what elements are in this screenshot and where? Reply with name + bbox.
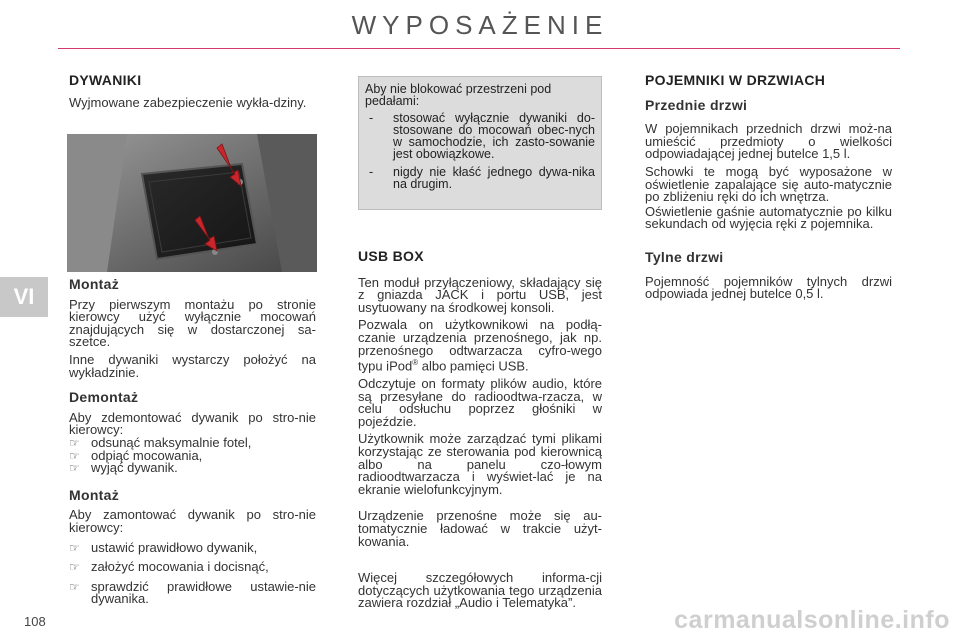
note-list bbox=[365, 112, 595, 191]
demontaz-list bbox=[69, 434, 316, 476]
demontaz-intro: Aby zdemontować dywanik po stro-nie kierowcy: bbox=[69, 409, 316, 438]
floor-mat-photo bbox=[67, 134, 317, 272]
usb-paragraph-5: Urządzenie przenośne może się au-tomatycznie ładować w trakcie użyt-kowania. bbox=[358, 508, 602, 549]
section-heading-pojemniki: POJEMNIKI W DRZWIACH bbox=[645, 72, 826, 88]
front-doors-paragraph-3: Oświetlenie gaśnie automatycznie po kilku sekundach od wyjęcia ręki z pojemnika. bbox=[645, 203, 892, 232]
rear-doors-paragraph: Pojemność pojemników tylnych drzwi odpowiada jednej butelce 0,5 l. bbox=[645, 273, 892, 302]
section-heading-usb-box: USB BOX bbox=[358, 248, 424, 264]
chapter-tab: VI bbox=[0, 277, 48, 317]
montaz-list bbox=[69, 539, 316, 607]
left-column-lower bbox=[69, 278, 316, 606]
usb-paragraph-3: Odczytuje on formaty plików audio, które są przesyłane do radioodtwa-rzacza, w celu odsłuchu poprzez głośniki w pojeździe. bbox=[358, 376, 602, 429]
page-number: 108 bbox=[24, 614, 46, 629]
dash-bullet: - bbox=[369, 164, 374, 179]
montaz-paragraph-1: Przy pierwszym montażu po stronie kierowcy użyć wyłącznie mocowań znajdujących się w dostarczonej sa-szetce. bbox=[69, 296, 316, 350]
montaz-heading-2: Montaż bbox=[69, 486, 120, 503]
list-item: - nigdy nie kłaść jednego dywa-nika na drugim. bbox=[369, 164, 595, 192]
watermark: carmanualsonline.info bbox=[674, 606, 950, 634]
usb-paragraph-2: Pozwala on użytkownikowi na podłą-czanie urządzenia przenośnego, jak np. przenośnego odtwarzacza cyfro-wego typu iPod® albo pamięci USB. bbox=[358, 317, 602, 374]
list-item: ☞ ustawić prawidłowo dywanik, bbox=[69, 539, 258, 555]
montaz-paragraph-2: Inne dywaniki wystarczy położyć na wykładzinie. bbox=[69, 351, 316, 380]
hand-pointer-icon: ☞ bbox=[69, 448, 80, 463]
usb-paragraph-6: Więcej szczegółowych informa-cji dotyczących użytkowania tego urządzenia zawiera rozdział „Audio i Telematyka”. bbox=[358, 570, 602, 611]
hand-pointer-icon: ☞ bbox=[69, 560, 80, 575]
front-doors-paragraph-2: Schowki te mogą być wyposażone w oświetlenie zapalające się auto-matycznie po zbliżeniu ręki do ich wnętrza. bbox=[645, 163, 892, 205]
demontaz-heading: Demontaż bbox=[69, 389, 139, 406]
list-item: ☞ założyć mocowania i docisnąć, bbox=[69, 559, 269, 575]
title-divider bbox=[58, 48, 900, 49]
hand-pointer-icon: ☞ bbox=[69, 435, 80, 450]
montaz-intro-2: Aby zamontować dywanik po stro-nie kierowcy: bbox=[69, 507, 316, 535]
right-column bbox=[645, 74, 892, 306]
warning-note-box bbox=[358, 76, 602, 210]
section-heading-dywaniki: DYWANIKI bbox=[69, 72, 142, 88]
hand-pointer-icon: ☞ bbox=[69, 461, 80, 476]
montaz-heading: Montaż bbox=[69, 276, 120, 292]
usb-paragraph-4: Użytkownik może zarządzać tymi plikami korzystając ze sterowania pod kierownicą albo na panelu czo-łowym radioodtwarzacza i wyświet-lać je na ekranie wielofunkcyjnym. bbox=[358, 431, 602, 497]
list-item: - stosować wyłącznie dywaniki do-stosowane do mocowań obec-nych w samochodzie, ich zasto-sowanie jest obowiązkowe. bbox=[369, 110, 595, 162]
middle-column bbox=[358, 250, 602, 615]
usb-paragraph-1: Ten moduł przyłączeniowy, składający się z gniazda JACK i portu USB, jest usytuowany na środkowej konsoli. bbox=[358, 274, 602, 315]
hand-pointer-icon: ☞ bbox=[69, 540, 80, 555]
front-doors-heading: Przednie drzwi bbox=[645, 96, 748, 113]
page-title: WYPOSAŻENIE bbox=[351, 10, 609, 40]
rear-doors-heading: Tylne drzwi bbox=[645, 248, 724, 265]
note-intro: Aby nie blokować przestrzeni pod pedałami: bbox=[365, 82, 552, 109]
hand-pointer-icon: ☞ bbox=[69, 579, 80, 594]
dywaniki-intro: Wyjmowane zabezpieczenie wykła-dziny. bbox=[69, 94, 307, 110]
list-item: ☞ sprawdzić prawidłowe ustawie-nie dywanika. bbox=[69, 578, 316, 607]
dash-bullet: - bbox=[369, 110, 374, 125]
list-item: ☞ wyjąć dywanik. bbox=[69, 460, 178, 476]
front-doors-paragraph-1: W pojemnikach przednich drzwi moż-na umieścić przedmioty o wielkości odpowiadającej jednej butelce 1,5 l. bbox=[645, 121, 892, 162]
left-column bbox=[69, 74, 316, 114]
list-item: ☞ odsunąć maksymalnie fotel, bbox=[69, 434, 252, 450]
list-item: ☞ odpiąć mocowania, bbox=[69, 447, 203, 463]
